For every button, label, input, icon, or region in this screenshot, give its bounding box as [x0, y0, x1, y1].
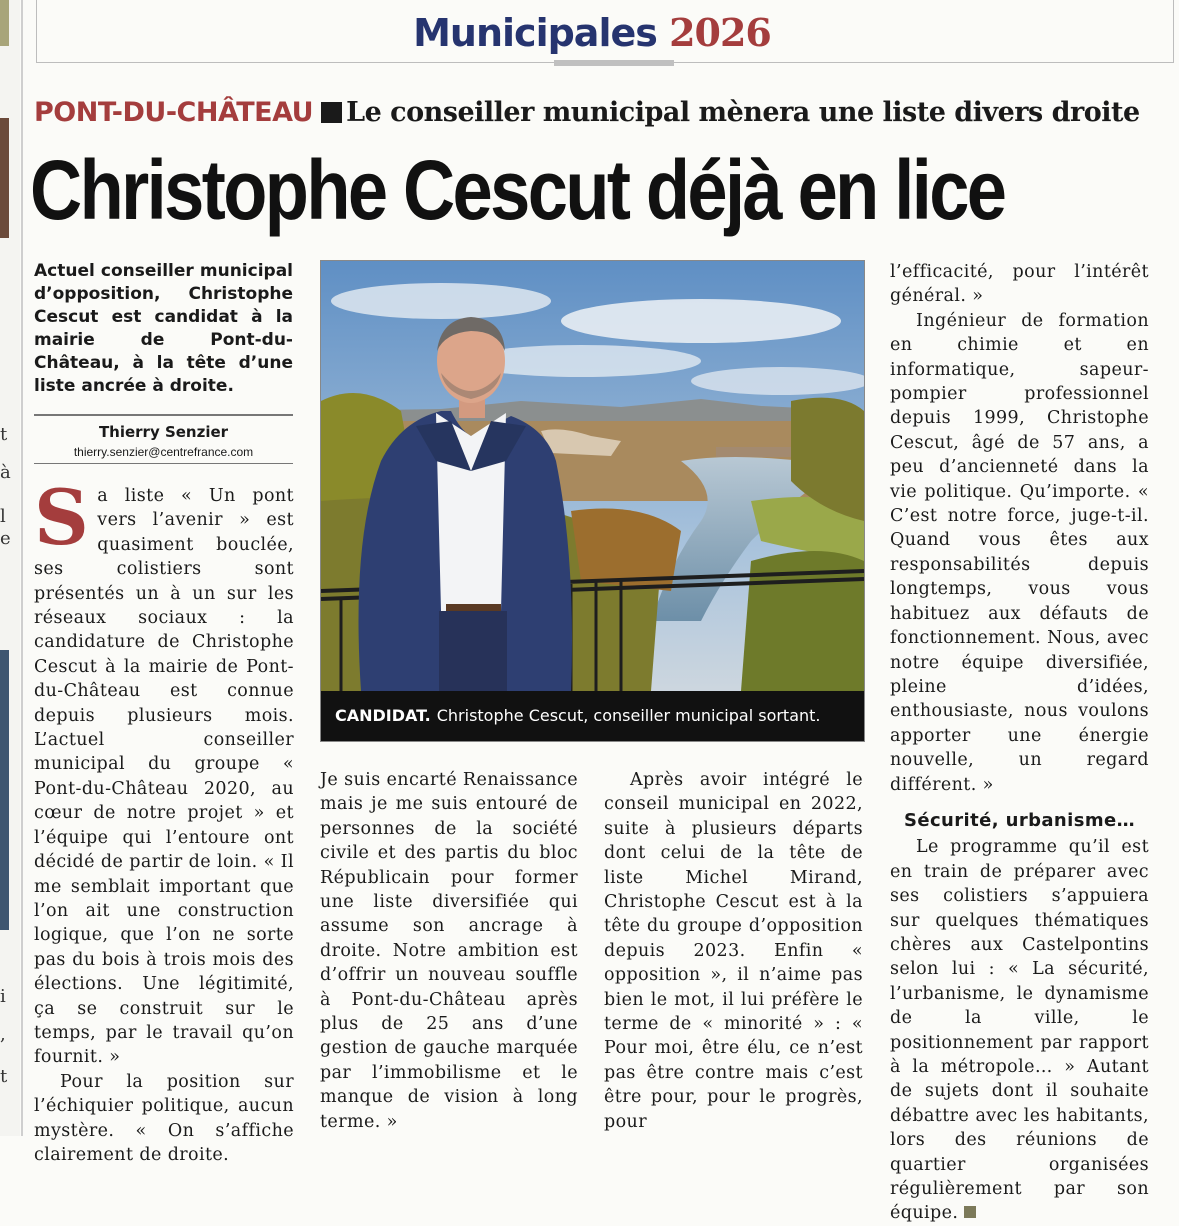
section-rubric [24, 10, 1160, 55]
neighbor-char: , [0, 1024, 6, 1045]
rubric-underline [554, 60, 674, 66]
headline: Christophe Cescut déjà en lice [30, 143, 1005, 237]
kicker [34, 97, 1140, 128]
author-name: Thierry Senzier [98, 423, 229, 441]
portrait-photo-icon [321, 261, 864, 741]
drop-cap: S [34, 473, 90, 562]
kicker-subtitle: Le conseiller municipal mènera une liste divers droite [346, 97, 1140, 128]
square-bullet-icon [321, 102, 342, 123]
neighbor-photo-low [0, 650, 9, 930]
lead-paragraph: Actuel conseiller municipal d’opposition, Christophe Cescut est candidat à la mairie de Pont-du-Château, à la tête d’une liste ancrée à droite. [34, 261, 293, 396]
column-4 [890, 260, 1149, 1226]
intertitle: Sécurité, urbanisme… [903, 809, 1135, 831]
neighbor-char: l [0, 506, 6, 527]
neighbor-char: à [0, 462, 11, 483]
article-page [24, 0, 1179, 1224]
column-1 [34, 473, 294, 1167]
rubric-word: Municipales [413, 11, 657, 55]
candidate-photo [320, 260, 865, 742]
body-paragraph: Pour la position sur l’échiquier politique, aucun mystère. « On s’affiche clairement de droite. [34, 1071, 294, 1165]
column-rule [21, 0, 23, 1136]
neighbor-char: t [0, 1066, 8, 1087]
body-paragraph-text: Le programme qu’il est en train de préparer avec ses colistiers s’appuiera sur quelques thématiques chères aux Castelpontins selon lui : « La sécurité, l’urbanisme, le dynamisme de la ville, le positionnement par rapport à la métropole… » Autant de sujets dont il souhaite débattre avec les habitants, lors des réunions de quartier organisées régulièrement par son équipe. [890, 837, 1149, 1224]
body-paragraph: Je suis encarté Renaissance mais je me suis entouré de personnes de la société civile et des partis du bloc Républicain pour former une liste diversifiée qui assume son ancrage à droite. Notre ambition est d’offrir un nouveau souffle à Pont-du-Château après plus de 25 ans d’une gestion de gauche marquée par l’immobilisme et le manque de vision à long terme. » [320, 770, 578, 1132]
photo-caption [321, 691, 864, 741]
column-2 [320, 768, 578, 1134]
column-3 [604, 768, 863, 1134]
neighbor-page-strip [0, 0, 20, 1136]
neighbor-photo-mid [0, 118, 9, 238]
caption-text: Christophe Cescut, conseiller municipal sortant. [436, 706, 821, 725]
body-paragraph: l’efficacité, pour l’intérêt général. » [890, 262, 1149, 307]
body-paragraph: Ingénieur de formation en chimie et en informatique, sapeur-pompier professionnel depuis 1999, Christophe Cescut, âgé de 57 ans, a peu d’ancienneté dans la vie politique. Qu’importe. « C’est notre force, juge-t-il. Quand vous êtes aux responsabilités depuis longtemps, vous vous habituez aux défauts de fonctionnement. Nous, avec notre équipe diversifiée, pleine d’idées, enthousiaste, nous voulons apporter une énergie nouvelle, un regard différent. » [890, 310, 1149, 795]
end-mark-icon [964, 1206, 976, 1218]
neighbor-char: e [0, 528, 11, 549]
caption-label: CANDIDAT. [335, 706, 431, 725]
body-paragraph: a liste « Un pont vers l’avenir » est quasiment bouclée, ses colistiers sont présentés un à un sur les réseaux sociaux : la candidature de Christophe Cescut à la mairie de Pont-du-Château est connue depuis plusieurs mois. L’actuel conseiller municipal du groupe « Pont-du-Château 2020, au cœur de notre projet » et l’équipe qui l’entoure ont décidé de partir de loin. « Il me semblait important que l’on ait une construction logique, que l’on ne sorte pas du bois à trois mois des élections. Une légitimité, ça se construit sur le temps, par le travail qu’on fournit. » [34, 486, 294, 1068]
neighbor-char: t [0, 424, 8, 445]
neighbor-char: i [0, 986, 6, 1007]
body-paragraph: Après avoir intégré le conseil municipal en 2022, suite à plusieurs départs dont celui de la tête de liste Michel Mirand, Christophe Cescut est à la tête du groupe d’opposition depuis 2023. Enfin « opposition », il n’aime pas bien le mot, il lui préfère le terme de « minorité » : « Pour moi, être élu, ce n’est pas être contre mais c’est être pour, pour le progrès, pour [604, 770, 863, 1132]
body-paragraph [890, 835, 1149, 1226]
byline [34, 414, 293, 464]
neighbor-photo-top [0, 0, 9, 46]
rubric-year: 2026 [669, 10, 771, 55]
kicker-place: PONT-DU-CHÂTEAU [34, 97, 314, 128]
author-email[interactable]: thierry.senzier@centrefrance.com [73, 445, 254, 459]
